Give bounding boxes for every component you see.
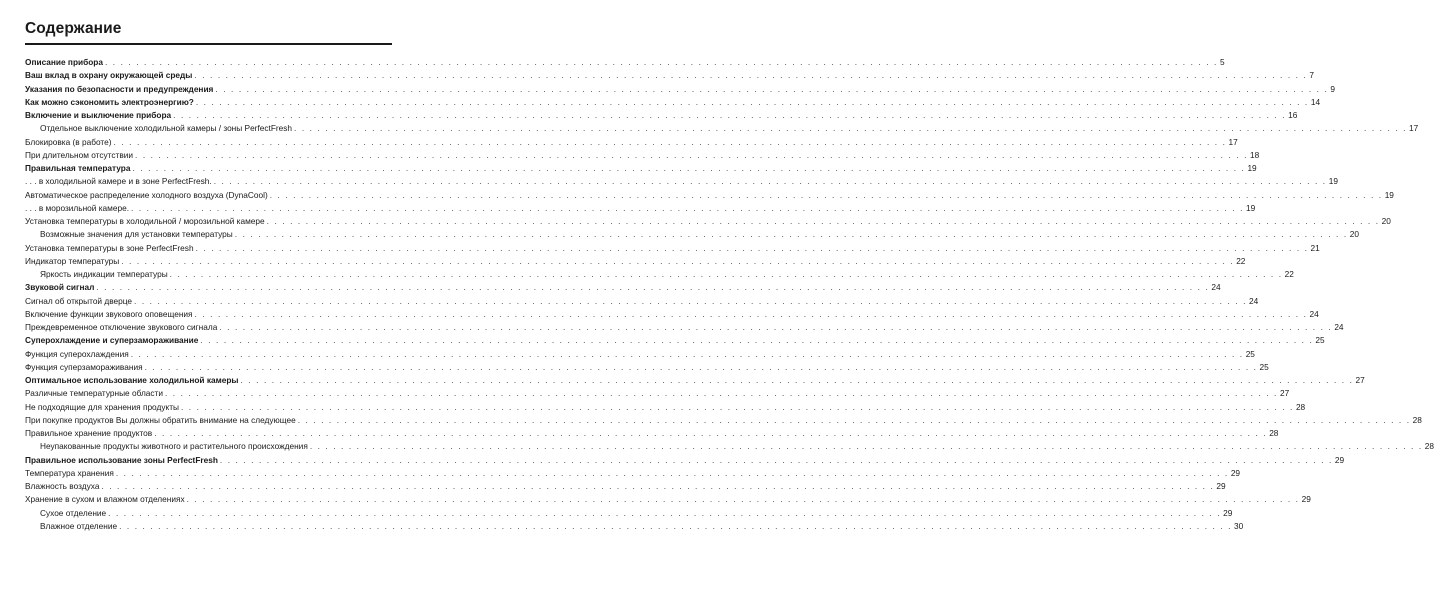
dot-leader [119, 255, 1234, 268]
toc-entry-page-number: 29 [1216, 481, 1226, 491]
toc-entry[interactable] [25, 69, 1314, 82]
toc-entry-title: Установка температуры в зоне PerfectFresh [25, 242, 194, 253]
toc-entry-page-number: 20 [1349, 229, 1359, 240]
toc-entry-page-number: 19 [1247, 163, 1257, 173]
toc-entry[interactable] [25, 520, 1244, 533]
toc-entry-page-number: 29 [1334, 454, 1345, 465]
toc-entry[interactable] [25, 162, 1257, 175]
toc-entry-page-number: 19 [1245, 202, 1256, 213]
toc-entry-title: Указания по безопасности и предупреждения [25, 83, 214, 94]
dot-leader [212, 175, 1327, 188]
toc-entry-title: Описание прибора [25, 57, 103, 67]
dot-leader [130, 162, 1245, 175]
toc-entry-title: При длительном отсутствии [25, 149, 134, 160]
toc-entry-page-number: 29 [1301, 494, 1311, 505]
toc-entry-title: Правильное использование зоны PerfectFresh [25, 454, 218, 465]
toc-entry[interactable] [25, 136, 1238, 149]
dot-leader [112, 136, 1227, 149]
toc-entry-page-number: 24 [1211, 282, 1221, 293]
toc-entry[interactable] [25, 228, 1359, 241]
toc-entry[interactable] [25, 215, 1391, 228]
dot-leader [168, 268, 1283, 281]
toc-entry-page-number: 29 [1230, 467, 1241, 478]
toc-entry-page-number: 21 [1310, 242, 1320, 253]
dot-leader [94, 281, 1209, 294]
toc-entry-page-number: 18 [1250, 149, 1260, 160]
dot-leader [217, 321, 1332, 334]
dot-leader [233, 228, 1348, 241]
dot-leader [99, 480, 1214, 493]
dot-leader [185, 493, 1300, 506]
toc-entry-title: . . . в холодильной камере и в зоне PerfectFresh. [25, 176, 212, 187]
toc-entry-title: Сигнал об открытой дверце [25, 295, 133, 306]
dot-leader [133, 149, 1248, 162]
toc-entry-title: Неупакованные продукты животного и растительного происхождения [40, 441, 308, 452]
toc-entry[interactable] [25, 268, 1294, 281]
toc-entry[interactable] [25, 467, 1241, 480]
toc-entry[interactable] [25, 255, 1246, 268]
dot-leader [163, 387, 1278, 400]
dot-leader [198, 334, 1313, 347]
toc-entry-page-number: 24 [1249, 295, 1259, 306]
toc-entry-title: Суперохлаждение и суперзамораживание [25, 335, 199, 346]
toc-entry-page-number: 28 [1412, 414, 1422, 425]
toc-entry[interactable] [25, 281, 1221, 294]
toc-entry-page-number: 30 [1234, 520, 1244, 531]
toc-entry-page-number: 22 [1284, 269, 1294, 279]
toc-entry-title: Как можно сэкономить электроэнергию? [25, 96, 194, 107]
toc-entry-page-number: 22 [1236, 255, 1246, 266]
toc-entry-title: Правильная температура [25, 163, 131, 173]
toc-entry[interactable] [25, 308, 1319, 321]
toc-entry[interactable] [25, 507, 1233, 520]
toc-entry-page-number: 28 [1269, 428, 1279, 438]
toc-entry-title: Сухое отделение [40, 507, 107, 518]
dot-leader [296, 414, 1411, 427]
toc-entry-title: Функция суперохлаждения [25, 348, 129, 359]
toc-entry[interactable] [25, 202, 1256, 215]
dot-leader [117, 520, 1232, 533]
dot-leader [129, 348, 1244, 361]
dot-leader [239, 374, 1354, 387]
dot-leader [132, 295, 1247, 308]
toc-entry-title: Отдельное выключение холодильной камеры / зоны PerfectFresh [40, 123, 293, 134]
dot-leader [143, 361, 1258, 374]
toc-entry-page-number: 27 [1279, 388, 1290, 399]
toc-entry-title: Звуковой сигнал [25, 282, 95, 293]
toc-entry-page-number: 28 [1295, 401, 1306, 412]
toc-entry[interactable] [25, 96, 1321, 109]
toc-entry-page-number: 19 [1384, 189, 1394, 200]
title-divider [25, 43, 392, 45]
dot-leader [194, 242, 1309, 255]
toc-entry-page-number: 16 [1288, 110, 1298, 120]
toc-entry-page-number: 7 [1309, 70, 1314, 81]
toc-entry[interactable] [25, 387, 1290, 400]
toc-entry-page-number: 19 [1328, 176, 1338, 187]
toc-entry[interactable] [25, 175, 1338, 188]
toc-entry-page-number: 25 [1259, 361, 1269, 372]
toc-entry[interactable] [25, 454, 1345, 467]
toc-entry-page-number: 9 [1330, 83, 1335, 94]
toc-entry-title: Блокировка (в работе) [25, 136, 112, 147]
toc-entry[interactable] [25, 427, 1279, 440]
toc-entry-title: Хранение в сухом и влажном отделениях [25, 494, 185, 505]
toc-entry-page-number: 25 [1315, 335, 1325, 346]
toc-entry[interactable] [25, 295, 1259, 308]
dot-leader [193, 308, 1308, 321]
toc-entry-page-number: 14 [1310, 96, 1321, 107]
toc-entry-page-number: 17 [1409, 123, 1419, 134]
toc-entry-title: Влажность воздуха [25, 481, 100, 491]
toc-entry-title: Включение функции звукового оповещения [25, 308, 193, 319]
toc-entry-page-number: 28 [1424, 441, 1434, 452]
toc-entry[interactable] [25, 480, 1226, 493]
dot-leader [171, 109, 1286, 122]
dot-leader [114, 467, 1229, 480]
toc-entry-title: Температура хранения [25, 467, 114, 478]
dot-leader [179, 401, 1294, 414]
toc-entry[interactable] [25, 493, 1311, 506]
toc-entry-page-number: 17 [1228, 136, 1238, 147]
toc-entry[interactable] [25, 109, 1298, 122]
toc-entry[interactable] [25, 414, 1422, 427]
toc-entry-page-number: 24 [1309, 308, 1319, 319]
toc-entry-title: Правильное хранение продуктов [25, 428, 153, 438]
toc-entry[interactable] [25, 56, 1225, 69]
toc-entry[interactable] [25, 348, 1255, 361]
toc-entry[interactable] [25, 440, 1434, 453]
toc-entry-page-number: 20 [1381, 216, 1391, 226]
dot-leader [265, 215, 1380, 228]
dot-leader [292, 122, 1407, 135]
toc-entry-page-number: 27 [1355, 375, 1365, 385]
dot-leader [218, 454, 1333, 467]
table-of-contents [25, 56, 1434, 533]
toc-entry-title: Не подходящие для хранения продукты [25, 401, 179, 412]
dot-leader [103, 56, 1218, 69]
dot-leader [268, 189, 1383, 202]
toc-entry-page-number: 25 [1245, 348, 1255, 359]
toc-entry-page-number: 29 [1223, 507, 1233, 518]
toc-entry-title: Влажное отделение [40, 520, 118, 531]
toc-entry-page-number: 5 [1219, 57, 1225, 67]
toc-entry[interactable] [25, 149, 1260, 162]
toc-entry-title: Преждевременное отключение звукового сигнала [25, 322, 218, 332]
toc-entry-title: Оптимальное использование холодильной камеры [25, 375, 239, 385]
dot-leader [129, 202, 1244, 215]
toc-entry-title: При покупке продуктов Вы должны обратить внимание на следующее [25, 414, 296, 425]
toc-entry-title: Различные температурные области [25, 388, 163, 399]
dot-leader [213, 83, 1328, 96]
toc-entry[interactable] [25, 83, 1335, 96]
dot-leader [152, 427, 1267, 440]
page-title: Содержание [25, 20, 122, 37]
toc-entry[interactable] [25, 321, 1344, 334]
toc-entry[interactable] [25, 401, 1306, 414]
toc-entry[interactable] [25, 374, 1365, 387]
toc-entry-title: Яркость индикации температуры [40, 269, 168, 279]
toc-entry-page-number: 24 [1334, 322, 1344, 332]
dot-leader [192, 69, 1307, 82]
dot-leader [106, 507, 1221, 520]
toc-entry-title: Автоматическое распределение холодного воздуха (DynaCool) [25, 189, 268, 200]
toc-entry-title: Индикатор температуры [25, 255, 120, 266]
toc-entry[interactable] [25, 361, 1269, 374]
dot-leader [308, 440, 1423, 453]
toc-entry[interactable] [25, 122, 1419, 135]
toc-entry-title: Функция суперзамораживания [25, 361, 143, 372]
toc-entry[interactable] [25, 334, 1325, 347]
toc-entry[interactable] [25, 189, 1394, 202]
toc-entry[interactable] [25, 242, 1320, 255]
toc-entry-title: . . . в морозильной камере. [25, 202, 130, 213]
toc-entry-title: Ваш вклад в охрану окружающей среды [25, 70, 193, 81]
dot-leader [194, 96, 1309, 109]
toc-entry-title: Возможные значения для установки температуры [40, 229, 233, 240]
toc-entry-title: Включение и выключение прибора [25, 110, 172, 120]
toc-entry-title: Установка температуры в холодильной / морозильной камере [25, 216, 265, 226]
